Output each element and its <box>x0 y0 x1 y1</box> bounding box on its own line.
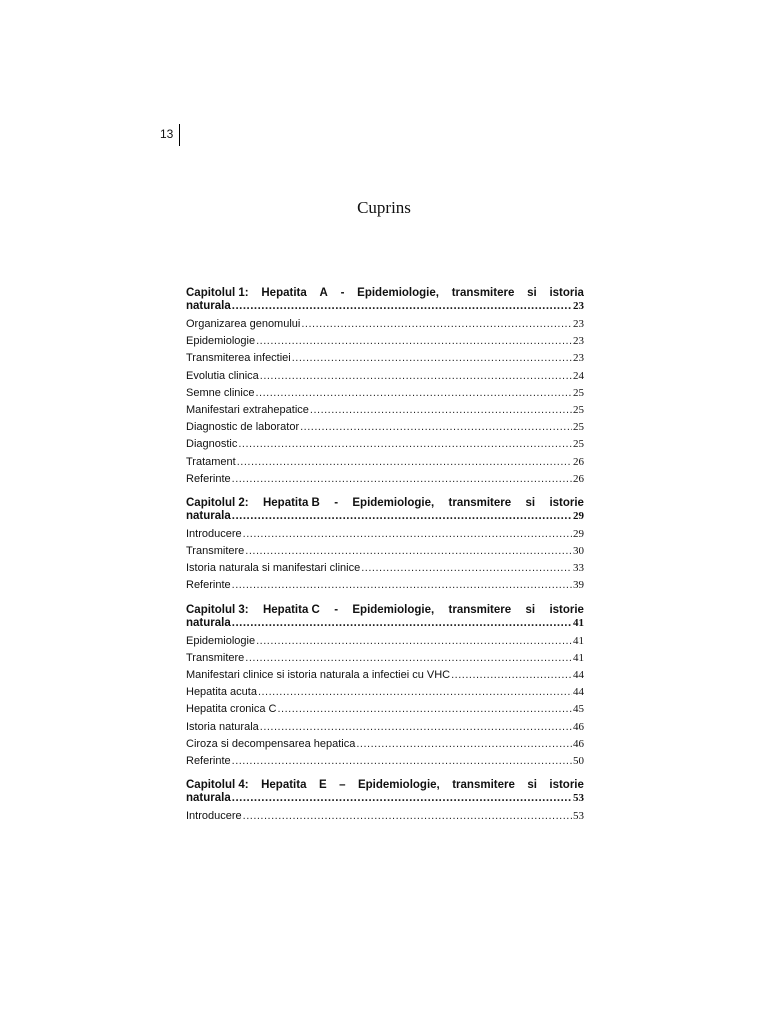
toc-entry[interactable] <box>186 385 584 402</box>
toc-entry[interactable] <box>186 650 584 667</box>
toc-entry-label: Transmiterea infectiei <box>186 352 291 365</box>
dot-leader <box>258 684 572 701</box>
toc-entry-label: Evolutia clinica <box>186 369 259 382</box>
dot-leader <box>237 454 572 471</box>
toc-entry-label: Diagnostic de laborator <box>186 421 300 434</box>
toc-entry[interactable] <box>186 419 584 436</box>
toc-entry-label: Semne clinice <box>186 386 255 399</box>
page-number-rule <box>179 124 180 146</box>
toc-entry-page: 41 <box>573 651 584 664</box>
toc-entry[interactable] <box>186 560 584 577</box>
chapter-page-number: 29 <box>573 509 584 522</box>
chapter-heading[interactable] <box>186 604 584 630</box>
dot-leader <box>243 808 572 825</box>
chapter-heading[interactable] <box>186 497 584 523</box>
toc-entry[interactable] <box>186 736 584 753</box>
chapter-title-word: A <box>319 287 328 299</box>
toc-entry-page: 24 <box>573 369 584 382</box>
chapter-heading[interactable] <box>186 287 584 313</box>
toc-entry-label: Introducere <box>186 527 242 540</box>
toc-entry[interactable] <box>186 753 584 770</box>
dot-leader <box>245 543 572 560</box>
toc-entry-label: Istoria naturala si manifestari clinice <box>186 562 361 575</box>
toc-entry-page: 23 <box>573 352 584 365</box>
toc-entry[interactable] <box>186 719 584 736</box>
toc-entry-label: Hepatita cronica C <box>186 703 277 716</box>
chapter-title-word: Capitolul 2: <box>186 496 249 509</box>
chapter-title-word: transmitere <box>451 287 515 299</box>
toc-entry-page: 25 <box>573 438 584 451</box>
toc-entry-page: 41 <box>573 634 584 647</box>
chapter-title-word: Epidemiologie, <box>352 603 435 616</box>
chapter-title-line <box>186 300 584 313</box>
dot-leader <box>301 316 572 333</box>
toc-entry-label: Epidemiologie <box>186 335 256 348</box>
toc-entry[interactable] <box>186 316 584 333</box>
chapter-title-word: istoria <box>549 287 584 299</box>
toc-entry[interactable] <box>186 543 584 560</box>
toc-entry-label: Referinte <box>186 754 231 767</box>
toc-entry-label: Manifestari extrahepatice <box>186 403 309 416</box>
toc-entry[interactable] <box>186 577 584 594</box>
dot-leader <box>238 436 572 453</box>
toc-entry-page: 25 <box>573 403 584 416</box>
chapter-title-tail: naturala <box>186 616 231 629</box>
toc-entry-label: Organizarea genomului <box>186 318 301 330</box>
toc-entry-label: Introducere <box>186 810 242 823</box>
chapter-title-word: Epidemiologie, <box>352 496 435 509</box>
chapter-title-word: si <box>525 496 536 509</box>
toc-entry-page: 26 <box>573 472 584 485</box>
chapter-title-line <box>186 604 584 617</box>
chapter-title-word: istorie <box>549 603 584 616</box>
dot-leader <box>310 402 572 419</box>
dot-leader <box>232 617 572 630</box>
toc-entry-page: 26 <box>573 455 584 468</box>
toc-entry-page: 33 <box>573 562 584 575</box>
dot-leader <box>260 719 572 736</box>
toc-entry-page: 46 <box>573 737 584 750</box>
chapter-page-number: 23 <box>573 300 584 312</box>
page-title: Cuprins <box>357 198 411 217</box>
page-number: 13 <box>160 127 174 141</box>
toc-entry-page: 53 <box>573 810 584 823</box>
toc-entry-page: 25 <box>573 421 584 434</box>
toc-entry[interactable] <box>186 368 584 385</box>
chapter-title-word: Epidemiologie, <box>357 287 439 299</box>
table-of-contents <box>186 287 584 825</box>
dot-leader <box>256 633 572 650</box>
toc-entry-label: Referinte <box>186 472 231 485</box>
toc-entry[interactable] <box>186 436 584 453</box>
chapter-title-word: si <box>527 779 537 792</box>
toc-entry-page: 46 <box>573 720 584 733</box>
toc-entry-page: 29 <box>573 527 584 540</box>
toc-entry-page: 45 <box>573 703 584 716</box>
toc-entry[interactable] <box>186 684 584 701</box>
chapter-title-word: istorie <box>549 779 584 792</box>
toc-entry-label: Referinte <box>186 579 231 592</box>
dot-leader <box>451 667 572 684</box>
chapter-title-word: transmitere <box>452 779 515 792</box>
chapter-page-number: 53 <box>573 792 584 805</box>
dot-leader <box>278 701 573 718</box>
toc-entry-page: 25 <box>573 386 584 399</box>
chapter-title-word: istorie <box>549 496 584 509</box>
toc-entry-page: 30 <box>573 545 584 558</box>
chapter-title-word: si <box>525 603 536 616</box>
toc-entry[interactable] <box>186 402 584 419</box>
chapter-title-line <box>186 617 584 630</box>
dot-leader <box>356 736 572 753</box>
chapter-title-word: Hepatita <box>261 287 307 299</box>
toc-entry-label: Transmitere <box>186 651 245 664</box>
dot-leader <box>232 577 572 594</box>
toc-entry[interactable] <box>186 701 584 718</box>
chapter-title-line <box>186 497 584 510</box>
toc-entry-page: 44 <box>573 686 584 699</box>
dot-leader <box>260 368 572 385</box>
chapter-title-word: Hepatita B <box>262 496 320 509</box>
toc-entry-page: 39 <box>573 579 584 592</box>
dot-leader <box>245 650 572 667</box>
toc-entry-page: 23 <box>573 335 584 348</box>
chapter-title-word: – <box>339 779 346 792</box>
toc-entry[interactable] <box>186 526 584 543</box>
chapter-title-word: Capitolul 3: <box>186 603 249 616</box>
dot-leader <box>361 560 572 577</box>
dot-leader <box>300 419 572 436</box>
dot-leader <box>232 792 572 805</box>
chapter-title-word: Epidemiologie, <box>357 779 440 792</box>
chapter-page-number: 41 <box>573 616 584 629</box>
toc-entry-page: 44 <box>573 669 584 681</box>
chapter-title-word: Hepatita C <box>262 603 320 616</box>
chapter-title-word: - <box>334 603 339 616</box>
chapter-title-tail: naturala <box>186 509 231 522</box>
toc-entry-label: Epidemiologie <box>186 634 256 647</box>
toc-entry-page: 23 <box>573 318 584 330</box>
chapter-title-tail: naturala <box>186 300 231 312</box>
chapter-title-line <box>186 792 584 805</box>
toc-entry[interactable] <box>186 633 584 650</box>
toc-entry-label: Diagnostic <box>186 438 238 451</box>
chapter-title-line <box>186 510 584 523</box>
chapter-title-word: transmitere <box>448 496 512 509</box>
toc-entry[interactable] <box>186 454 584 471</box>
dot-leader <box>232 753 572 770</box>
chapter-title-word: transmitere <box>448 603 512 616</box>
toc-entry-label: Manifestari clinice si istoria naturala a infectiei cu VHC <box>186 669 451 681</box>
chapter-title-word: E <box>318 779 327 792</box>
dot-leader <box>232 471 572 488</box>
toc-entry[interactable] <box>186 808 584 825</box>
toc-entry-label: Istoria naturala <box>186 720 259 733</box>
chapter-title-word: Capitolul 4: <box>186 779 249 792</box>
toc-entry[interactable] <box>186 350 584 367</box>
chapter-heading[interactable] <box>186 779 584 805</box>
dot-leader <box>292 350 572 367</box>
toc-entry-label: Ciroza si decompensarea hepatica <box>186 737 356 750</box>
toc-entry[interactable] <box>186 667 584 684</box>
toc-entry-label: Tratament <box>186 455 236 468</box>
dot-leader <box>243 526 572 543</box>
chapter-title-word: Capitolul 1: <box>186 287 249 299</box>
toc-entry[interactable] <box>186 471 584 488</box>
dot-leader <box>232 510 572 523</box>
chapter-title-word: Hepatita <box>261 779 307 792</box>
chapter-title-line <box>186 779 584 792</box>
toc-entry[interactable] <box>186 333 584 350</box>
chapter-title-word: - <box>334 496 339 509</box>
dot-leader <box>256 333 572 350</box>
chapter-title-line <box>186 287 584 300</box>
dot-leader <box>232 300 572 313</box>
chapter-title-word: si <box>527 287 537 299</box>
toc-entry-label: Transmitere <box>186 545 245 558</box>
dot-leader <box>255 385 572 402</box>
chapter-title-word: - <box>340 287 345 299</box>
toc-entry-page: 50 <box>573 754 584 767</box>
toc-entry-label: Hepatita acuta <box>186 686 257 699</box>
chapter-title-tail: naturala <box>186 792 231 805</box>
